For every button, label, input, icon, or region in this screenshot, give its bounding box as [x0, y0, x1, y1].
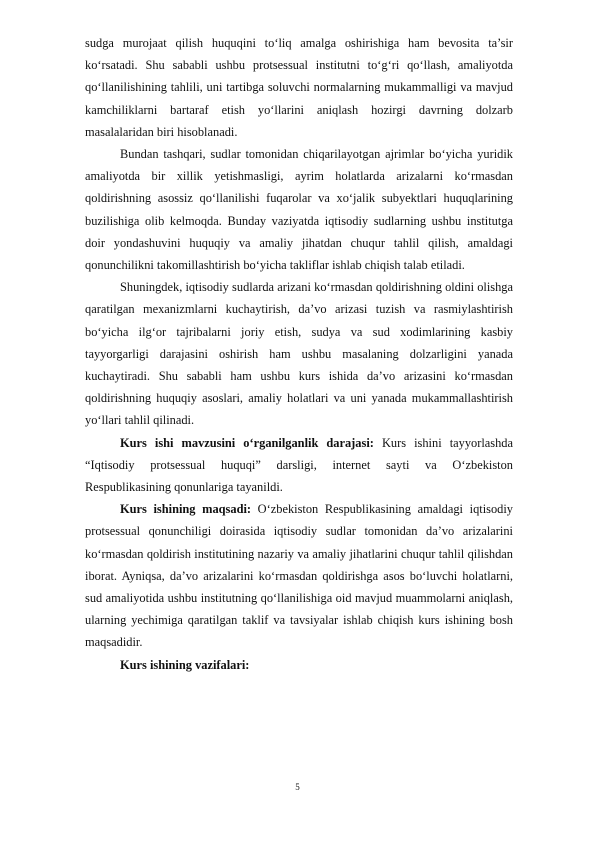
document-body [85, 32, 513, 676]
heading-tasks: Kurs ishining vazifalari: [120, 657, 250, 672]
paragraph-study-level [85, 432, 513, 499]
text-purpose: O‘zbekiston Respublikasining amaldagi iqtisodiy protsessual qonunchiligi doirasida iqtisodiy sudlar tomonidan da’vo arizalarini ko‘rmasdan qoldirish institutining nazariy va amaliy jihatlarini chuqur tahlil qilishdan iborat. Ayniqsa, da’vo arizalarini ko‘rmasdan qoldirishga asos bo‘luvchi holatlarni, sud amaliyotida ushbu institutning qo‘llanilishiga oid mavjud muammolarni aniqlash, ularning yechimiga qaratilgan taklif va tavsiyalar ishlab chiqish kurs ishining bosh maqsadidir. [85, 502, 513, 650]
paragraph-purpose [85, 498, 513, 653]
paragraph-mechanisms: Shuningdek, iqtisodiy sudlarda arizani ko‘rmasdan qoldirishning oldini olishga qaratilgan mexanizmlarni kuchaytirish, da’vo arizasi tuzish va rasmiylashtirish bo‘yicha ilg‘or tajribalarni joriy etish, sudya va sud xodimlarining kasbiy tayyorgarligi darajasini oshirish ham ushbu masalaning dolzarligini yanada kuchaytiradi. Shu sababli ham ushbu kurs ishida da’vo arizasini ko‘rmasdan qoldirishning huquqiy asoslari, amaliy holatlari va uni yanada mukammallashtirish yo‘llari tahlil qilinadi. [85, 280, 513, 428]
paragraph-tasks [85, 654, 513, 676]
paragraph-practice-issues: Bundan tashqari, sudlar tomonidan chiqarilayotgan ajrimlar bo‘yicha yuridik amaliyotda bir xillik yetishmasligi, ayrim holatlarda arizalarni ko‘rmasdan qoldirishning asossiz qo‘llanilishi fuqarolar va xo‘jalik subyektlari huquqlarining buzilishiga olib kelmoqda. Bunday vaziyatda iqtisodiy sudlarning ushbu institutga doir yondashuvini huquqiy va amaliy jihatdan chuqur tahlil qilish, amaldagi qonunchilikni takomillashtirish bo‘yicha takliflar ishlab chiqish talab etiladi. [85, 147, 513, 273]
text-study-level: Kurs ishini tayyorlashda “Iqtisodiy protsessual huquqi” darsligi, internet sayti va O‘zbekiston Respublikasining qonunlariga tayanildi. [85, 435, 513, 495]
paragraph-continuation: sudga murojaat qilish huquqini to‘liq amalga oshirishiga ham bevosita ta’sir ko‘rsatadi. Shu sababli ushbu protsessual institutni to‘g‘ri qo‘llash, amaliyotda qo‘llanilishining tahlili, uni tartibga soluvchi normalarning mukammalligi va mavjud kamchiliklarni bartaraf etish yo‘llarini aniqlash hozirgi davrning dolzarb masalalaridan biri hisoblanadi. [85, 36, 513, 139]
heading-study-level: Kurs ishi mavzusini o‘rganilganlik darajasi: [120, 435, 374, 450]
page-number: 5 [295, 782, 300, 792]
heading-purpose: Kurs ishining maqsadi: [120, 502, 252, 517]
